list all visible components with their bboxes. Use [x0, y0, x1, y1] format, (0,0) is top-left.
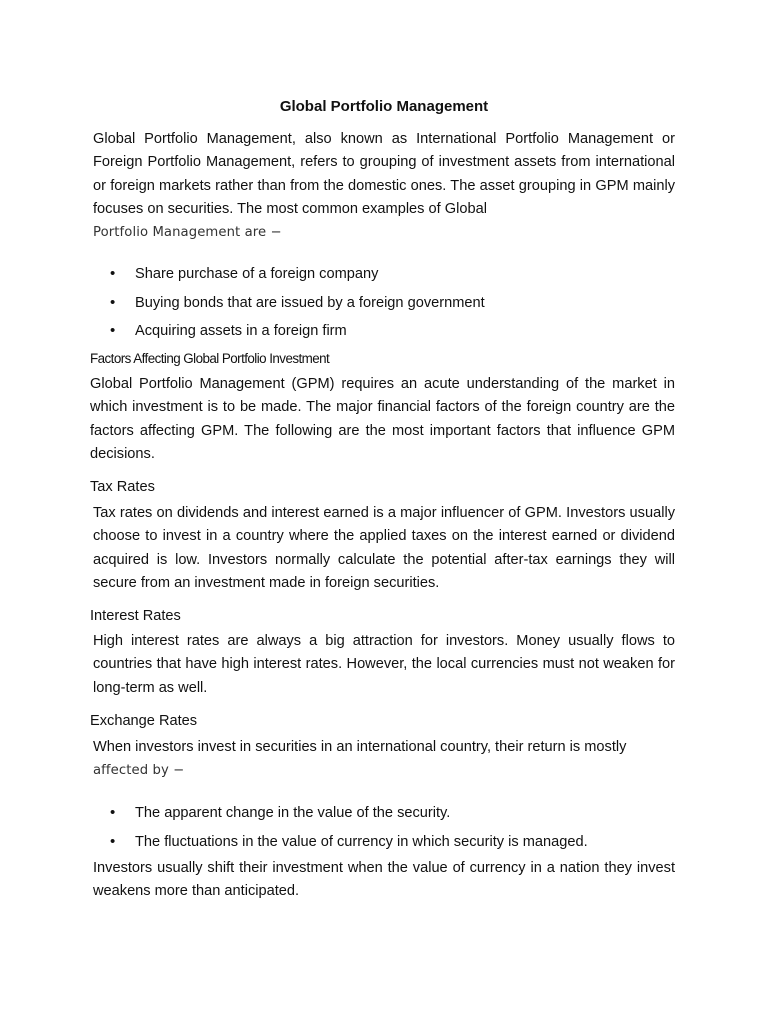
tax-rates-heading: Tax Rates — [90, 479, 155, 495]
exchange-rates-paragraph — [93, 736, 675, 783]
list-item-text: Acquiring assets in a foreign firm — [135, 323, 347, 339]
factors-heading: Factors Affecting Global Portfolio Investment — [90, 351, 330, 366]
bullet-icon: • — [110, 265, 116, 282]
exchange-rates-text: When investors invest in securities in an international country, their return is mostly — [93, 739, 627, 755]
bullet-icon: • — [110, 804, 116, 821]
list-item — [110, 264, 670, 293]
factors-intro-paragraph: Global Portfolio Management (GPM) requires an acute understanding of the market in which investment is to be made. The major financial factors of the foreign country are the factors affecting GPM. The following are the most important factors that influence GPM decisions. — [90, 376, 675, 462]
intro-paragraph — [93, 128, 675, 244]
intro-tail: Portfolio Management are − — [93, 225, 282, 241]
list-item-text: The fluctuations in the value of currency in which security is managed. — [135, 833, 588, 850]
list-item — [110, 803, 670, 832]
intro-text: Global Portfolio Management, also known as International Portfolio Management or Foreign Portfolio Management, refers to grouping of investment assets from international or foreign markets rather than from the domestic ones. The asset grouping in GPM mainly focuses on securities. The most common examples of Global — [93, 131, 675, 217]
closing-paragraph: Investors usually shift their investment when the value of currency in a nation they invest weakens more than anticipated. — [93, 860, 675, 900]
interest-rates-heading: Interest Rates — [90, 608, 181, 624]
bullet-icon: • — [110, 322, 116, 339]
exchange-effects-list — [110, 803, 670, 860]
list-item — [110, 321, 670, 350]
bullet-icon: • — [110, 832, 116, 850]
interest-rates-paragraph: High interest rates are always a big attraction for investors. Money usually flows to countries that have high interest rates. However, the local currencies must not weaken for long-term as well. — [93, 633, 675, 696]
list-item-text: Buying bonds that are issued by a foreign government — [135, 294, 485, 311]
bullet-icon: • — [110, 293, 116, 311]
list-item-text: Share purchase of a foreign company — [135, 266, 379, 282]
list-item — [110, 832, 670, 861]
list-item — [110, 293, 670, 322]
tax-rates-paragraph: Tax rates on dividends and interest earned is a major influencer of GPM. Investors usually choose to invest in a country where the applied taxes on the interest earned or dividend acquired is low. Investors normally calculate the potential after-tax earnings they will secure from an investment made in foreign securities. — [93, 505, 675, 591]
exchange-rates-heading: Exchange Rates — [90, 713, 198, 729]
exchange-rates-tail: affected by − — [93, 763, 185, 779]
list-item-text: The apparent change in the value of the security. — [135, 805, 451, 821]
page-title: Global Portfolio Management — [279, 98, 489, 115]
examples-list — [110, 264, 670, 350]
